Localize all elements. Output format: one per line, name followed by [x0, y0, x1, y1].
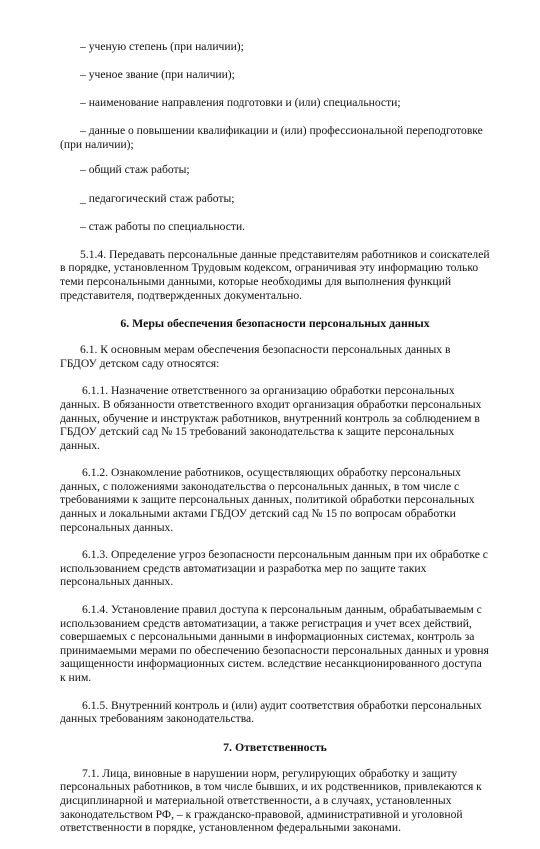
list-item: – общий стаж работы;: [80, 163, 190, 177]
paragraph-7-1: 7.1. Лица, виновные в нарушении норм, регулирующих обработку и защиту персональных работников, в том числе бывших, и их родственников, привлекаются к дисциплинарной и материальной ответственности, а в случаях, установленных законодательством РФ, – к гражданско-правовой, административной и уголовной ответственности в порядке, установленном федеральными законами.: [60, 766, 482, 835]
list-item: – стаж работы по специальности.: [80, 219, 246, 233]
paragraph-6-1-4: 6.1.4. Установление правил доступа к персональным данным, обрабатываемым с использованием средств автоматизации, а также регистрация и учет всех действий, совершаемых с персональными данными в информационных системах, контроль за принимаемыми мерами по обеспечению безопасности персональных данных и уровня защищенности информационных систем. вследствие несанкционированного доступа к ним.: [60, 603, 489, 684]
list-item: – данные о повышении квалификации и (или) профессиональной переподготовке (при наличии);: [60, 124, 483, 151]
paragraph-6-1-5: 6.1.5. Внутренний контроль и (или) аудит соответствия обработки персональных данных требованиям законодательства.: [60, 698, 482, 726]
list-item: – ученую степень (при наличии);: [80, 40, 244, 53]
list-item: – ученое звание (при наличии);: [80, 68, 235, 82]
paragraph-5-1-4: 5.1.4. Передавать персональные данные представителям работников и соискателей в порядке, установленном Трудовым кодексом, ограничивая эту информацию только теми персональными данными, которые необходимы для выполнения функций представителя, подтвержденных документально.: [60, 247, 490, 302]
list-item: _ педагогический стаж работы;: [80, 191, 235, 205]
employee-data-list: [60, 40, 490, 233]
paragraph-6-1-3: 6.1.3. Определение угроз безопасности персональным данным при их обработке с использованием средств автоматизации и разработка мер по защите таких персональных данных.: [60, 548, 488, 589]
paragraph-6-1: 6.1. К основным мерам обеспечения безопасности персональных данных в ГБДОУ детском саду относятся:: [60, 343, 451, 370]
list-item: – наименование направления подготовки и (или) специальности;: [80, 96, 401, 110]
document-body: [60, 40, 490, 849]
paragraph-6-1-2: 6.1.2. Ознакомление работников, осуществляющих обработку персональных данных, с положениями законодательства о персональных данных, в том числе с требованиями к защите персональных данных, политикой обработки персональных данных и локальными актами ГБДОУ детский сад № 15 по вопросам обработки персональных данных.: [60, 466, 475, 534]
paragraph-6-1-1: 6.1.1. Назначение ответственного за организацию обработки персональных данных. В обязанности ответственного входит организация обработки персональных данных, обучение и инструктаж работников, внутренний контроль за соблюдением в ГБДОУ детский сад № 15 требований законодательства к защите персональных данных.: [60, 384, 482, 452]
section-6-heading: 6. Меры обеспечения безопасности персональных данных: [120, 316, 430, 331]
section-7-heading: 7. Ответственность: [223, 739, 327, 754]
